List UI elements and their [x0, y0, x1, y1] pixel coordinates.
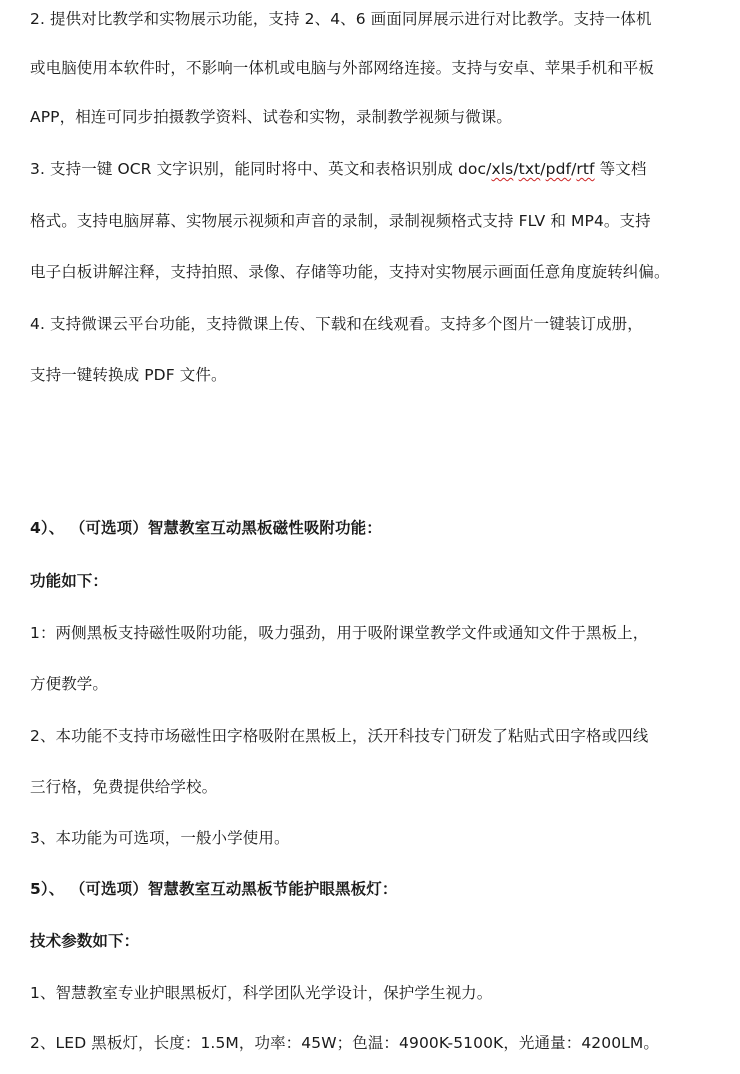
spellcheck-pdf: pdf [545, 160, 572, 178]
section-5-subheading: 技术参数如下： [30, 932, 140, 950]
spellcheck-xls: xls [491, 160, 514, 178]
section-5-heading: 5）、 （可选项）智慧教室互动黑板节能护眼黑板灯： [30, 880, 398, 898]
para-3-line-1 [30, 158, 720, 180]
para-4-line-2: 支持一键转换成 PDF 文件。 [30, 366, 227, 384]
slash-2: / [540, 160, 546, 178]
para-4-line-1: 4. 支持微课云平台功能，支持微课上传、下载和在线观看。支持多个图片一键装订成册， [30, 315, 643, 333]
para-3-line-1-tail: 等文档 [594, 160, 647, 178]
section-4-subheading: 功能如下： [30, 572, 109, 590]
item-1-line-1: 1：两侧黑板支持磁性吸附功能，吸力强劲，用于吸附课堂教学文件或通知文件于黑板上， [30, 624, 649, 642]
spellcheck-rtf: rtf [576, 160, 595, 178]
para-3-line-3: 电子白板讲解注释，支持拍照、录像、存储等功能，支持对实物展示画面任意角度旋转纠偏。 [30, 263, 670, 281]
para-2-line-1: 2. 提供对比教学和实物展示功能，支持 2、4、6 画面同屏展示进行对比教学。支持一体机 [30, 10, 652, 28]
para-3-line-2: 格式。支持电脑屏幕、实物展示视频和声音的录制，录制视频格式支持 FLV 和 MP4。支持 [30, 212, 651, 230]
para-2-line-2: 或电脑使用本软件时，不影响一体机或电脑与外部网络连接。支持与安卓、苹果手机和平板 [30, 59, 655, 77]
slash-1: / [513, 160, 519, 178]
item-1-line-2: 方便教学。 [30, 675, 109, 693]
tech-item-1: 1、智慧教室专业护眼黑板灯，科学团队光学设计，保护学生视力。 [30, 984, 493, 1002]
item-2-line-1: 2、本功能不支持市场磁性田字格吸附在黑板上，沃开科技专门研发了粘贴式田字格或四线 [30, 727, 649, 745]
tech-item-2: 2、LED 黑板灯，长度：1.5M，功率：45W；色温：4900K-5100K，光通量：4200LM。 [30, 1034, 659, 1052]
slash-3: / [571, 160, 577, 178]
para-3-line-1-text: 3. 支持一键 OCR 文字识别，能同时将中、英文和表格识别成 doc/ [30, 160, 492, 178]
item-3: 3、本功能为可选项，一般小学使用。 [30, 829, 290, 847]
spellcheck-txt: txt [518, 160, 541, 178]
para-2-line-3: APP，相连可同步拍摄教学资料、试卷和实物，录制教学视频与微课。 [30, 108, 512, 126]
item-2-line-2: 三行格，免费提供给学校。 [30, 778, 218, 796]
section-4-heading: 4）、 （可选项）智慧教室互动黑板磁性吸附功能： [30, 519, 382, 537]
